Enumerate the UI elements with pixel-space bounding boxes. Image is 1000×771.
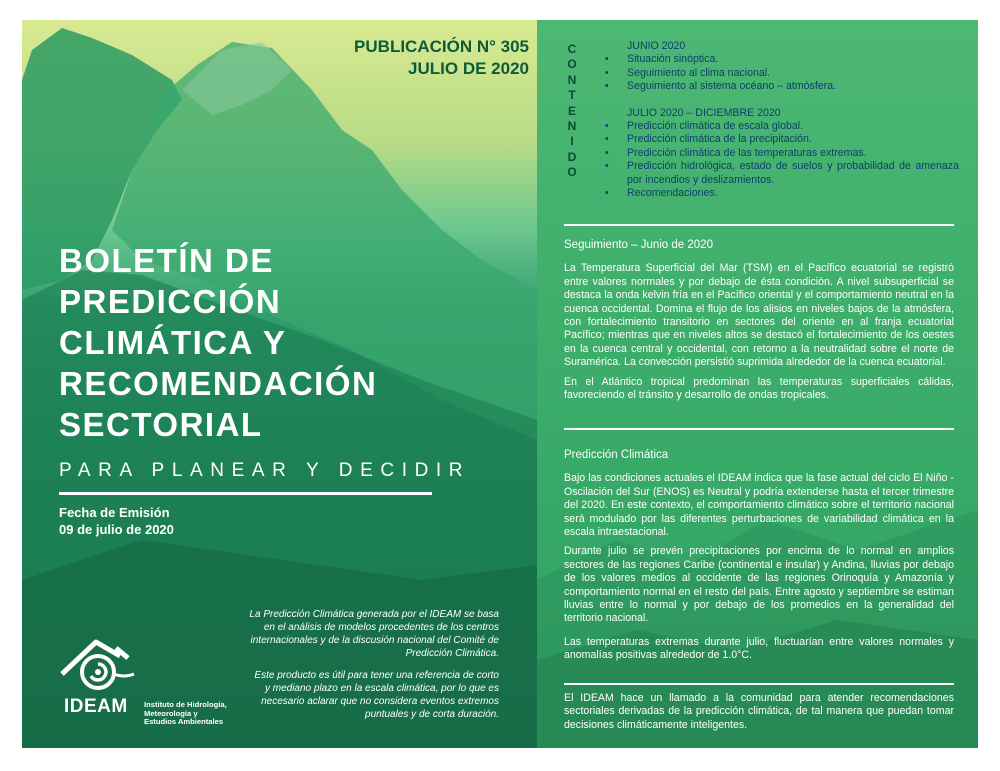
vertical-letter: O — [567, 165, 577, 180]
ideam-logo — [58, 634, 248, 724]
toc-item: • Seguimiento al clima nacional. — [599, 67, 959, 80]
toc-heading-june: JUNIO 2020 — [627, 40, 686, 52]
section-divider — [564, 428, 954, 430]
logo-institute — [144, 701, 227, 727]
contents-vertical-label — [564, 42, 580, 181]
seguimiento-heading: Seguimiento – Junio de 2020 — [564, 239, 713, 251]
toc-item: • Predicción climática de las temperaturas extremas. — [599, 147, 959, 160]
prediccion-heading: Predicción Climática — [564, 449, 669, 461]
toc-item: • Situación sinóptica. — [599, 53, 959, 66]
seguimiento-paragraph: En el Atlántico tropical predominan las temperaturas superficiales cálidas, favoreciendo el tránsito y desarrollo de ondas tropicales. — [564, 375, 954, 402]
vertical-letter: E — [567, 103, 576, 118]
vertical-letter: T — [568, 88, 576, 103]
publication-period: JULIO DE 2020 — [408, 59, 529, 78]
section-divider — [564, 683, 954, 685]
logo-institute-line: Estudios Ambientales — [144, 717, 224, 726]
seguimiento-section — [564, 239, 954, 408]
title-line: CLIMÁTICA Y — [59, 324, 287, 361]
section-divider — [564, 224, 954, 226]
bulletin-page — [22, 20, 978, 748]
title-line: RECOMENDACIÓN — [59, 365, 378, 402]
toc-list-june — [599, 53, 959, 93]
toc-item: • Predicción climática de la precipitación. — [599, 133, 959, 146]
toc-list-forecast — [599, 120, 959, 200]
prediccion-paragraph: Durante julio se prevén precipitaciones por encima de lo normal en amplios sectores de las regiones Caribe (continental e insular) y Andina, lluvias por debajo de los valores medios al occidente de las regiones Orinoquía y Amazonía y comportamiento normal en el resto del país. Entre agosto y septiembre se estiman lluvias entre lo normal y por debajo de los promedios en la generalidad del territorio nacional. — [564, 545, 954, 625]
title-line: BOLETÍN DE — [59, 242, 274, 279]
title-line: SECTORIAL — [59, 406, 263, 443]
publication-number: PUBLICACIÓN N° 305 — [354, 37, 529, 56]
prediccion-paragraph: Bajo las condiciones actuales el IDEAM indica que la fase actual del ciclo El Niño - Oscilación del Sur (ENOS) es Neutral y podría extenderse hasta el tercer trimestre del 2020. En este contexto, el comportamiento climático sobre el territorio nacional será modulado por las diferentes perturbaciones de variabilidad climática en la escala intraestacional. — [564, 472, 954, 539]
vertical-letter: N — [567, 118, 577, 133]
toc-item: • Predicción hidrológica, estado de suelos y probabilidad de amenaza por incendios y deslizamientos. — [599, 160, 959, 187]
prediccion-paragraph: Las temperaturas extremas durante julio, fluctuarían entre valores normales y anomalías positivas alrededor de 1.0°C. — [564, 635, 954, 662]
call-to-action-text: El IDEAM hace un llamado a la comunidad para atender recomendaciones sectoriales derivadas de la predicción climática, de tal manera que puedan tomar decisiones climáticamente inteligentes. — [564, 692, 954, 731]
methodology-note: La Predicción Climática generada por el IDEAM se basa en el análisis de modelos procedentes de los centros internacionales y de la discusión nacional del Comité de Predicción Climática. — [249, 609, 499, 659]
vertical-letter: N — [567, 72, 577, 87]
vertical-letter: O — [567, 57, 577, 72]
title-line: PREDICCIÓN — [59, 283, 282, 320]
toc-item: • Recomendaciones. — [599, 187, 959, 200]
emission-date: 09 de julio de 2020 — [59, 522, 174, 537]
toc-item: • Seguimiento al sistema océano – atmósfera. — [599, 80, 959, 93]
call-to-action — [564, 692, 954, 738]
publication-header — [354, 36, 529, 80]
vertical-letter: C — [567, 42, 577, 56]
vertical-letter: D — [567, 149, 577, 164]
content-panel — [537, 20, 978, 748]
emission-date-block — [59, 504, 174, 538]
logo-wordmark: IDEAM — [64, 696, 128, 717]
bulletin-title — [59, 240, 377, 445]
vertical-letter: I — [570, 134, 574, 149]
table-of-contents — [599, 40, 959, 200]
bulletin-subtitle: PARA PLANEAR Y DECIDIR — [59, 460, 471, 481]
seguimiento-paragraph: La Temperatura Superficial del Mar (TSM) en el Pacífico ecuatorial se registró entre valores normales y por debajo de ésta condición. A nivel subsuperficial se destaca la onda kelvin fría en el Pacífico oriental y el comportamiento neutral en la cuenca occidental. Domina el flujo de los alisios en niveles bajos de la atmósfera, con fortalecimiento transitorio en sectores del oriente en al franja ecuatorial Pacífico; mientras que en niveles altos se destacó el fortalecimiento de los oestes en la cuenca central y occidental, con retorno a la neutralidad sobre el norte de Suramérica. La convección persistió suprimida alrededor de la cuenca ecuatorial. — [564, 262, 954, 369]
toc-item: • Predicción climática de escala global. — [599, 120, 959, 133]
emission-label: Fecha de Emisión — [59, 505, 170, 520]
logo-institute-line: Meteorología y — [144, 708, 198, 718]
logo-institute-line: Instituto de Hidrología, — [144, 700, 227, 709]
toc-heading-forecast: JULIO 2020 – DICIEMBRE 2020 — [627, 106, 781, 119]
title-divider — [59, 492, 432, 495]
ideam-emblem-icon — [58, 634, 148, 696]
cover-panel — [22, 20, 537, 748]
prediccion-section — [564, 449, 954, 669]
usage-note: Este producto es útil para tener una referencia de corto y mediano plazo en la escala climática, por lo que es necesario aclarar que no considera eventos extremos puntuales y de corta duración. — [254, 670, 499, 720]
